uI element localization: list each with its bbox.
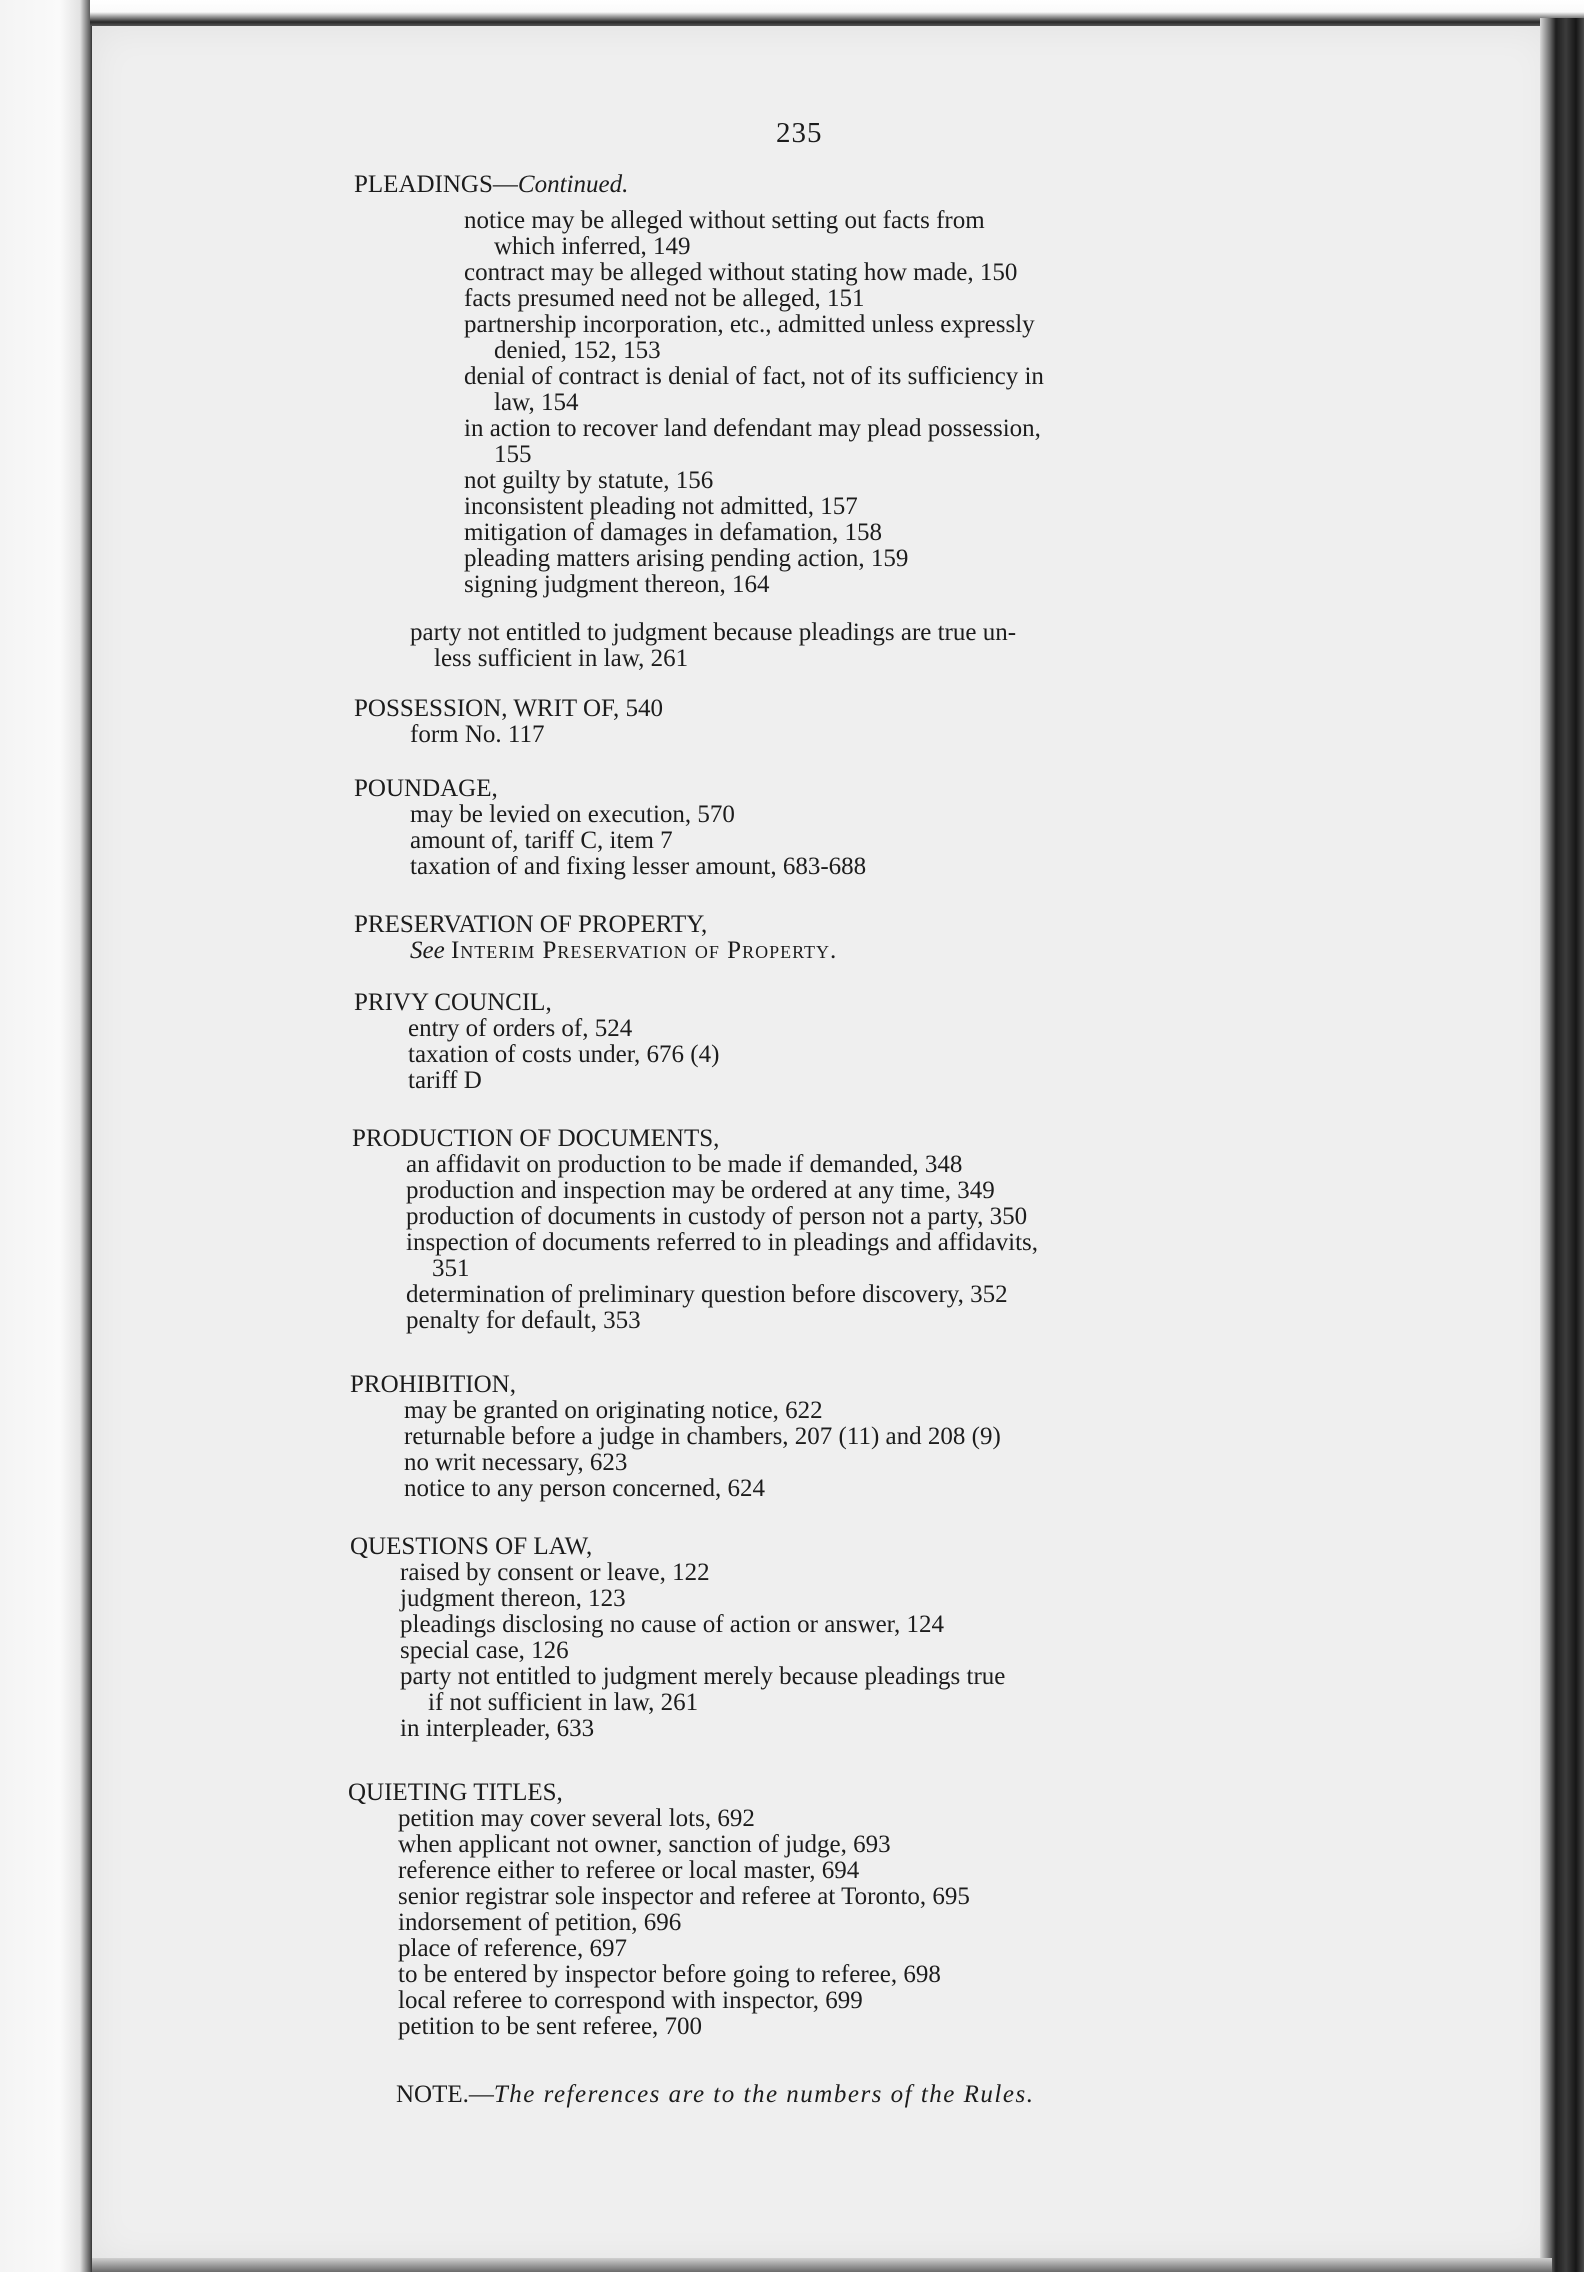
index-entry-continuation: 351 [432,1255,470,1282]
section-heading: POSSESSION, WRIT OF, 540 [354,695,663,722]
index-entry: raised by consent or leave, 122 [400,1559,710,1586]
index-entry: reference either to referee or local master, 694 [398,1857,860,1884]
index-entry: notice to any person concerned, 624 [404,1475,765,1502]
index-entry-continuation: law, 154 [494,389,579,416]
section-heading: QUIETING TITLES, [348,1779,563,1806]
index-entry: tariff D [408,1067,482,1094]
index-entry: production and inspection may be ordered at any time, 349 [406,1177,995,1204]
section-poundage [354,776,866,880]
section-questions-of-law [350,1534,1005,1742]
index-entry: determination of preliminary question before discovery, 352 [406,1281,1008,1308]
index-entry: contract may be alleged without stating how made, 150 [464,259,1018,286]
index-entry: entry of orders of, 524 [408,1015,633,1042]
index-entry: may be levied on execution, 570 [410,801,735,828]
section-heading: QUESTIONS OF LAW, [350,1533,593,1560]
index-entry-continuation: if not sufficient in law, 261 [428,1689,699,1716]
index-entry: pleadings disclosing no cause of action or answer, 124 [400,1611,945,1638]
section-heading: PRESERVATION OF PROPERTY, [354,911,708,938]
section-possession [354,696,663,748]
index-entry-continuation: 155 [494,441,532,468]
index-entry: returnable before a judge in chambers, 207 (11) and 208 (9) [404,1423,1001,1450]
index-entry-continuation: less sufficient in law, 261 [434,645,689,672]
section-prohibition [350,1372,1001,1502]
index-entry: judgment thereon, 123 [400,1585,626,1612]
page-number: 235 [776,117,823,149]
section-heading: PLEADINGS—Continued. [354,171,629,198]
index-entry: inspection of documents referred to in pleadings and affidavits, [406,1229,1038,1256]
index-entry: local referee to correspond with inspector, 699 [398,1987,863,2014]
index-entry: in interpleader, 633 [400,1715,595,1742]
index-entry: denial of contract is denial of fact, not of its sufficiency in [464,363,1044,390]
index-entry: partnership incorporation, etc., admitted unless expressly [464,311,1035,338]
section-preservation [354,912,837,964]
index-entry: place of reference, 697 [398,1935,628,1962]
index-entry: indorsement of petition, 696 [398,1909,682,1936]
section-privy-council [354,990,719,1094]
index-entry: signing judgment thereon, 164 [464,571,770,598]
index-entry: taxation of costs under, 676 (4) [408,1041,720,1068]
index-entry-continuation: which inferred, 149 [494,233,691,260]
pleadings-entries [410,620,1016,672]
index-entry: when applicant not owner, sanction of judge, 693 [398,1831,891,1858]
section-pleadings [354,172,628,198]
section-quieting-titles [348,1780,970,2040]
index-entry: no writ necessary, 623 [404,1449,628,1476]
section-heading: PRIVY COUNCIL, [354,989,552,1016]
footnote: NOTE.—The references are to the numbers of the Rules. [396,2081,1035,2108]
index-entry: mitigation of damages in defamation, 158 [464,519,882,546]
index-entry: petition may cover several lots, 692 [398,1805,755,1832]
section-heading: PRODUCTION OF DOCUMENTS, [352,1125,720,1152]
section-heading: PROHIBITION, [350,1371,516,1398]
index-entry: may be granted on originating notice, 622 [404,1397,823,1424]
index-entry: not guilty by statute, 156 [464,467,714,494]
index-entry: production of documents in custody of person not a party, 350 [406,1203,1028,1230]
index-entry: amount of, tariff C, item 7 [410,827,673,854]
index-entry: senior registrar sole inspector and referee at Toronto, 695 [398,1883,970,1910]
index-entry: petition to be sent referee, 700 [398,2013,703,2040]
index-entry: penalty for default, 353 [406,1307,641,1334]
index-entry: to be entered by inspector before going to referee, 698 [398,1961,941,1988]
index-entry: an affidavit on production to be made if demanded, 348 [406,1151,963,1178]
index-entry: pleading matters arising pending action, 159 [464,545,909,572]
index-entry-continuation: denied, 152, 153 [494,337,661,364]
index-entry: party not entitled to judgment because pleadings are true un- [410,619,1017,646]
index-entry: special case, 126 [400,1637,569,1664]
index-entry: party not entitled to judgment merely because pleadings true [400,1663,1006,1690]
index-entry: inconsistent pleading not admitted, 157 [464,493,858,520]
index-entry: taxation of and fixing lesser amount, 683-688 [410,853,867,880]
index-entry: facts presumed need not be alleged, 151 [464,285,865,312]
section-production-of-documents [352,1126,1038,1334]
pleadings-subentries [464,208,1044,598]
cross-reference: See Interim Preservation of Property. [410,937,838,964]
index-entry: in action to recover land defendant may plead possession, [464,415,1041,442]
index-entry: form No. 117 [410,721,545,748]
section-heading: POUNDAGE, [354,775,498,802]
index-entry: notice may be alleged without setting out facts from [464,207,985,234]
